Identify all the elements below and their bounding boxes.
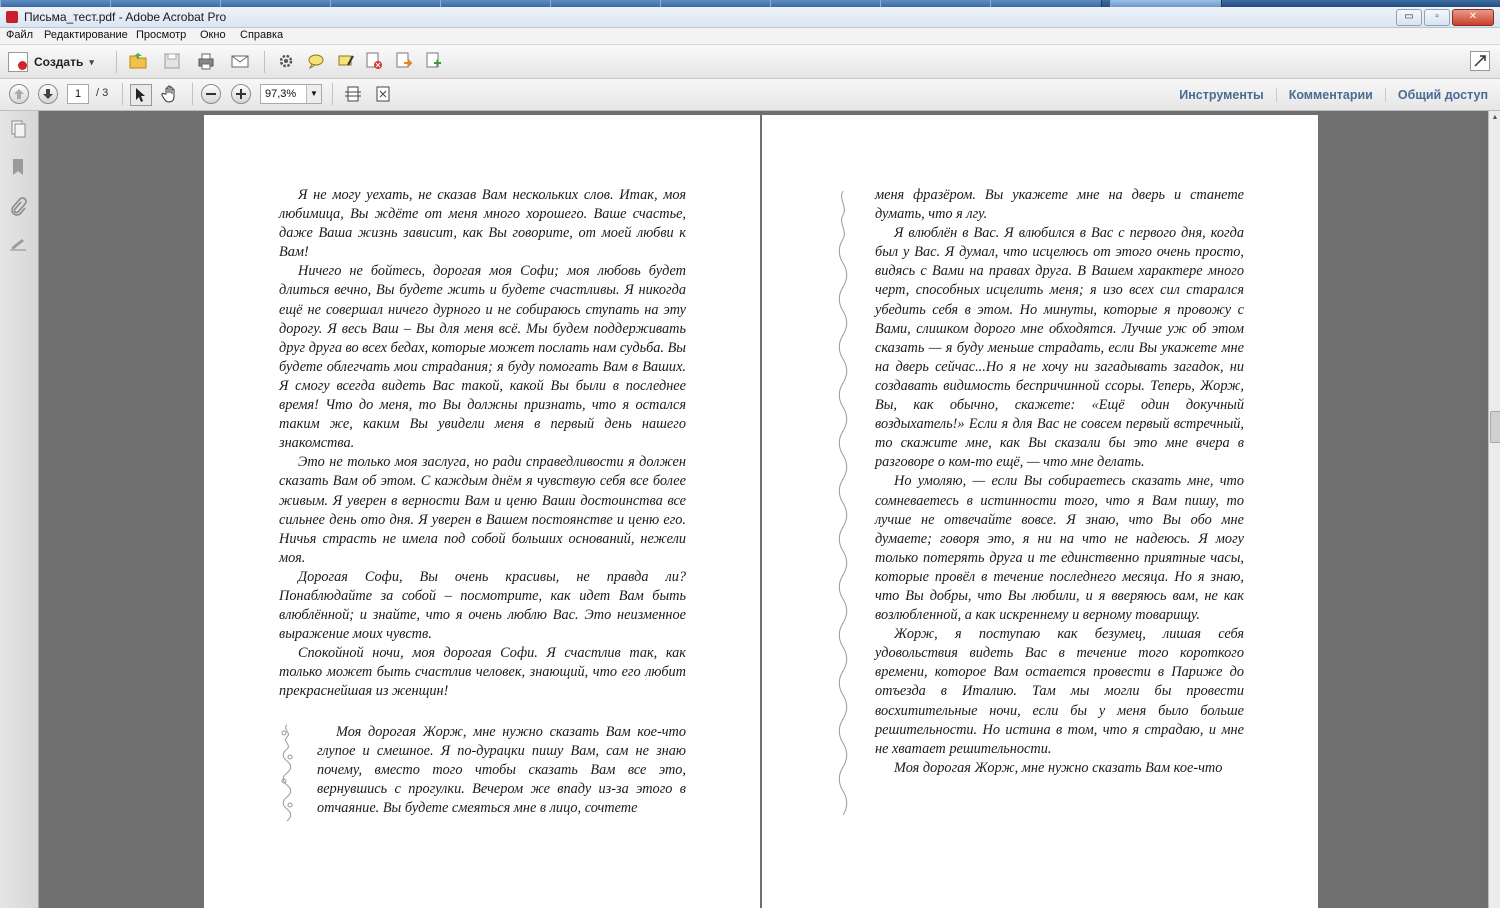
paragraph: Это не только моя заслуга, но ради справедливости я должен сказать Вам об этом. С каждым днём я чувствую себя все более живым. Я уверен в верности Вам и ценю Ваши достоинства все сильнее день ото дня. Я уверен в Вашем постоянстве и ценю его. Ничья страсть не имела под собой больших оснований, нежели моя. xyxy=(279,454,686,566)
menu-edit[interactable]: Редактирование xyxy=(44,29,128,41)
fit-width-icon[interactable] xyxy=(343,84,363,104)
right-panel-tabs xyxy=(1167,79,1500,110)
signatures-icon[interactable] xyxy=(8,235,28,255)
tab-share[interactable]: Общий доступ xyxy=(1385,88,1500,102)
prev-page-button[interactable] xyxy=(9,84,29,104)
paragraph: меня фразёром. Вы укажете мне на дверь и станете думать, что я лгу. xyxy=(875,187,1244,223)
taskbar-item[interactable] xyxy=(440,0,552,7)
navigation-toolbar xyxy=(0,79,1500,111)
expand-icon[interactable] xyxy=(1470,51,1490,71)
pdf-page-left xyxy=(204,115,760,908)
scroll-thumb[interactable] xyxy=(1490,411,1500,443)
window-controls xyxy=(1396,9,1494,26)
hand-tool-icon[interactable] xyxy=(160,84,180,104)
page-thumbnails-icon[interactable] xyxy=(8,119,28,139)
tab-tools[interactable]: Инструменты xyxy=(1179,87,1264,102)
zoom-value: 97,3% xyxy=(265,88,297,100)
open-folder-icon[interactable] xyxy=(128,51,148,71)
menu-view[interactable]: Просмотр xyxy=(136,29,187,41)
menu-file[interactable]: Файл xyxy=(6,29,34,41)
highlight-icon[interactable] xyxy=(336,51,356,71)
reply-text-block xyxy=(317,723,686,818)
vertical-scrollbar[interactable] xyxy=(1488,111,1500,908)
toolbar-separator xyxy=(116,51,117,73)
ornament-divider xyxy=(280,723,294,831)
close-button[interactable]: ✕ xyxy=(1452,9,1494,26)
print-icon[interactable] xyxy=(196,51,216,71)
toolbar-separator xyxy=(122,83,123,105)
comment-icon[interactable] xyxy=(306,51,326,71)
taskbar-item[interactable] xyxy=(880,0,992,7)
zoom-out-button[interactable] xyxy=(201,84,221,104)
bookmarks-icon[interactable] xyxy=(8,157,28,177)
chevron-down-icon[interactable]: ▼ xyxy=(306,85,321,103)
paragraph: Жорж, я поступаю как безумец, лишая себя удовольствия видеть Вас в течение того короткого времени, которое Вам остается провести в Париже до отъезда в Италию. Там мы могли бы провести восхитительные ночи, если бы у меня было больше решительности. Но истина в том, что я страдаю, и мне не хватает решительности. xyxy=(875,626,1244,757)
tab-comments[interactable]: Комментарии xyxy=(1276,88,1385,102)
delete-page-icon[interactable] xyxy=(364,51,384,71)
export-page-icon[interactable] xyxy=(394,51,414,71)
email-icon[interactable] xyxy=(230,51,250,71)
letter-text-block xyxy=(875,186,1244,778)
page-total: / 3 xyxy=(96,87,109,99)
acrobat-icon xyxy=(6,11,18,23)
fit-page-icon[interactable] xyxy=(373,84,393,104)
attachments-icon[interactable] xyxy=(8,197,28,217)
menu-bar xyxy=(0,28,1500,45)
chevron-down-icon: ▾ xyxy=(89,56,94,67)
zoom-in-button[interactable] xyxy=(231,84,251,104)
paragraph: Я не могу уехать, не сказав Вам нескольких слов. Итак, моя любимица, Вы ждёте от меня много хорошего. Ваше счастье, даже Ваша жизнь зависит, как Вы говорите, от моей любви к Вам! xyxy=(279,187,686,261)
next-page-button[interactable] xyxy=(38,84,58,104)
taskbar-item[interactable] xyxy=(110,0,222,7)
gear-icon[interactable] xyxy=(276,51,296,71)
paragraph: Но умоляю, — если Вы собираетесь сказать мне, что сомневаетесь в истинности того, что я Вам пишу, то лучше не отвечайте вовсе. Я знаю, что Вы обо мне думаете; говоря это, я ни на что не надеюсь. Я могу только потерять друга и те единственно приятные часы, которые провёл в течение последнего месяца. Но я знаю, что Вы добры, что Вы любили, и я вверяюсь вам, не как возлюбленной, а как искреннему и верному товарищу. xyxy=(875,473,1244,624)
taskbar-item[interactable] xyxy=(550,0,662,7)
taskbar-item[interactable] xyxy=(660,0,772,7)
letter-text-block xyxy=(279,186,686,702)
toolbar-separator xyxy=(332,83,333,105)
taskbar-item[interactable] xyxy=(0,0,112,7)
menu-help[interactable]: Справка xyxy=(240,29,284,41)
minimize-button[interactable]: ▭ xyxy=(1396,9,1422,26)
zoom-select[interactable] xyxy=(260,84,322,104)
document-view[interactable] xyxy=(39,111,1487,908)
taskbar-strip xyxy=(0,0,1500,7)
paragraph: Ничего не бойтесь, дорогая моя Софи; моя любовь будет длиться вечно, Вы будете жить и будете счастливы. Я никогда ещё не совершал ничего дурного и не собираюсь ступать на эту дорогу. Я весь Ваш – Вы для меня всё. Мы будем поддерживать друг друга во всех бедах, которые может послать нам судьба. Вы будете облегчать мои страдания; я буду помогать Вам в Ваших. Я смогу всегда видеть Вас такой, какой Вы были в последнее время! Что до меня, то Вы должны признать, что я остался таким же, каким Вы увидели меня в первый день нашего знакомства. xyxy=(279,263,686,452)
taskbar-item[interactable] xyxy=(990,0,1102,7)
taskbar-item[interactable] xyxy=(770,0,882,7)
menu-window[interactable]: Окно xyxy=(200,29,226,41)
ornament-divider xyxy=(836,189,850,829)
toolbar-separator xyxy=(264,51,265,73)
paragraph: Моя дорогая Жорж, мне нужно сказать Вам кое-что глупое и смешное. Я по-дурацки пишу Вам, сам не знаю почему, вместо того чтобы сказать Вам все это, вернувшись с прогулки. Вечером же впаду из-за этого в отчаяние. Вы будете смеяться мне в лицо, сочтете xyxy=(317,724,686,817)
navigation-pane xyxy=(0,111,39,908)
save-icon[interactable] xyxy=(162,51,182,71)
taskbar-item[interactable] xyxy=(220,0,332,7)
create-pdf-icon xyxy=(8,52,28,72)
taskbar-item[interactable] xyxy=(330,0,442,7)
scroll-up-arrow-icon[interactable]: ▲ xyxy=(1491,114,1499,121)
page-number-input[interactable]: 1 xyxy=(67,84,89,104)
taskbar-item-active[interactable] xyxy=(1110,0,1222,7)
window-title: Письма_тест.pdf - Adobe Acrobat Pro xyxy=(24,10,227,24)
create-label: Создать xyxy=(34,55,84,69)
select-tool-icon[interactable] xyxy=(130,84,152,106)
paragraph: Спокойной ночи, моя дорогая Софи. Я счастлив так, как только может быть счастлив человек, знающий, что его любит прекраснейшая из женщин! xyxy=(279,645,686,700)
paragraph: Я влюблён в Вас. Я влюбился в Вас с первого дня, когда был у Вас. Я думал, что исцелюсь от этого очень просто, видясь с Вами на правах друга. В Вашем характере много черт, способных исцелить меня; я изо всех сил старался убедить себя в этом. Но минуты, которые я провожу с Вами, слишком дорого мне обходятся. Лучше уж об этом сказать — я буду меньше страдать, если Вы укажете мне на дверь сейчас...Но я не хочу ни загадывать загадок, ни создавать видимость беспричинной ссоры. Теперь, Жорж, Вы, как обычно, скажете: «Ещё один докучный воздыхатель!» Если я для Вас не совсем первый встречный, то скажите мне, как Вы сказали бы это мне вчера в разговоре о ком-то ещё, — что мне делать. xyxy=(875,225,1244,471)
create-button[interactable] xyxy=(8,51,94,73)
paragraph: Дорогая Софи, Вы очень красивы, не правда ли? Понаблюдайте за собой – посмотрите, как идет Вам быть влюблённой; и знайте, что я очень люблю Вас. Это неизменное выражение моих чувств. xyxy=(279,568,686,643)
pdf-page-right xyxy=(762,115,1318,908)
window-titlebar xyxy=(0,7,1500,28)
restore-button[interactable]: ▫ xyxy=(1424,9,1450,26)
main-toolbar xyxy=(0,45,1500,79)
insert-page-icon[interactable] xyxy=(424,51,444,71)
toolbar-separator xyxy=(192,83,193,105)
paragraph: Моя дорогая Жорж, мне нужно сказать Вам кое-что xyxy=(894,759,1223,776)
